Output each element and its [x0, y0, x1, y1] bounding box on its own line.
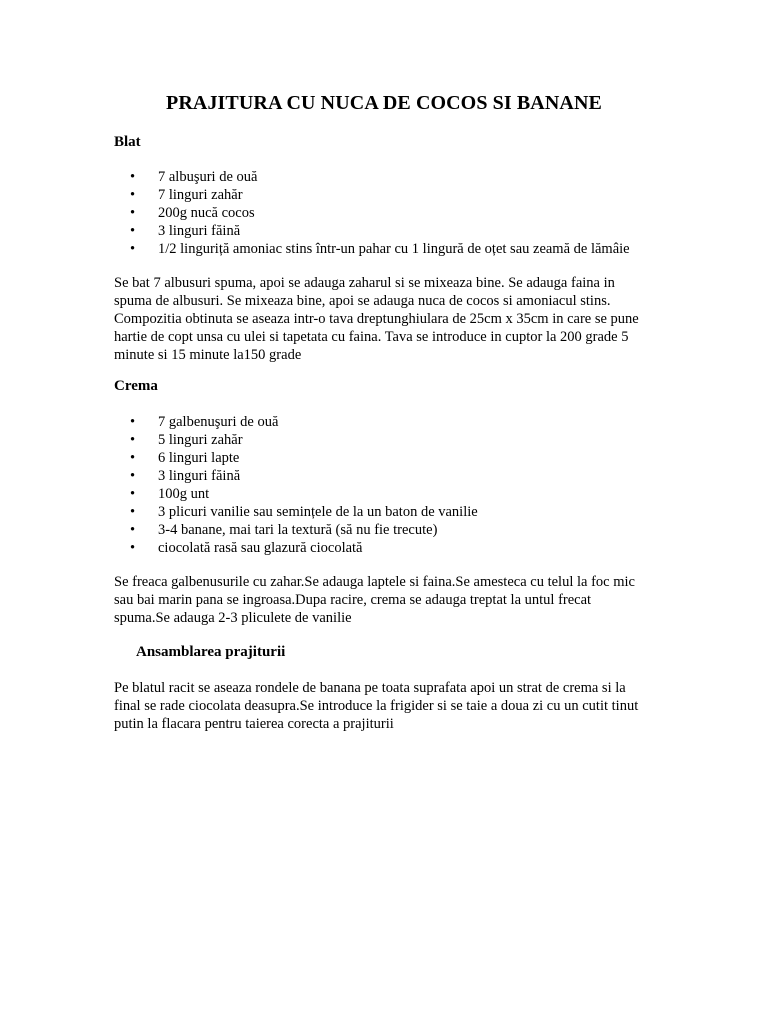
- list-item: • 1/2 linguriță amoniac stins într-un pahar cu 1 lingură de oțet sau zeamă de lămâie: [130, 240, 630, 258]
- list-item: • 5 linguri zahăr: [130, 431, 478, 449]
- list-item: • 100g unt: [130, 485, 478, 503]
- list-item: • 3 linguri făină: [130, 467, 478, 485]
- list-item: • 7 albuşuri de ouă: [130, 168, 630, 186]
- list-item: • 3 linguri făină: [130, 222, 630, 240]
- paragraph-blat-instructions: Se bat 7 albusuri spuma, apoi se adauga zaharul si se mixeaza bine. Se adauga faina in spuma de albusuri. Se mixeaza bine, apoi se adauga nuca de cocos si amoniacul stins. Compozitia obtinuta se aseaza intr-o tava dreptunghiulara de 25cm x 35cm in care se pune hartie de copt unsa cu ulei si tapetata cu faina. Tava se introduce in cuptor la 200 grade 5 minute si 15 minute la150 grade: [114, 275, 639, 363]
- paragraph-ansamblare-instructions: Pe blatul racit se aseaza rondele de banana pe toata suprafata apoi un strat de crema si la final se rade ciocolata deasupra.Se introduce la frigider si se taie a doua zi cu un cutit tinut putin la flacara pentru taierea corecta a prajiturii: [114, 680, 639, 732]
- paragraph-crema-instructions: Se freaca galbenusurile cu zahar.Se adauga laptele si faina.Se amesteca cu telul la foc mic sau bai marin pana se ingroasa.Dupa racire, crema se adauga treptat la untul frecat spuma.Se adauga 2-3 pliculete de vanilie: [114, 574, 635, 626]
- list-item: • 7 galbenuşuri de ouă: [130, 413, 478, 431]
- ingredient-list-crema: [130, 413, 478, 557]
- section-heading-blat: Blat: [114, 134, 141, 150]
- section-heading-ansamblare: Ansamblarea prajiturii: [136, 644, 286, 660]
- list-item: • 3 plicuri vanilie sau semințele de la un baton de vanilie: [130, 503, 478, 521]
- ingredient-list-blat: [130, 168, 630, 258]
- list-item: • ciocolată rasă sau glazură ciocolată: [130, 539, 478, 557]
- list-item: • 200g nucă cocos: [130, 204, 630, 222]
- list-item: • 3-4 banane, mai tari la textură (să nu fie trecute): [130, 521, 478, 539]
- recipe-title: PRAJITURA CU NUCA DE COCOS SI BANANE: [166, 92, 602, 114]
- list-item: • 6 linguri lapte: [130, 449, 478, 467]
- section-heading-crema: Crema: [114, 378, 158, 394]
- list-item: • 7 linguri zahăr: [130, 186, 630, 204]
